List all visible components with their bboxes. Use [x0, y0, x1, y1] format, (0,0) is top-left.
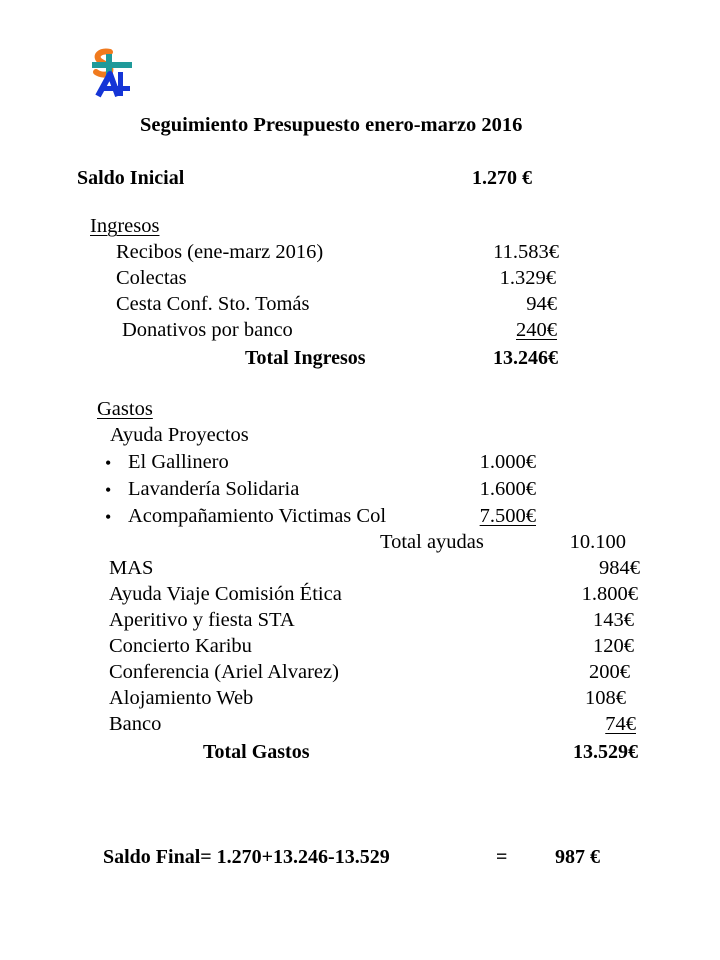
- page-title: Seguimiento Presupuesto enero-marzo 2016: [140, 114, 523, 136]
- ingresos-item-label: Recibos (ene-marz 2016): [116, 241, 324, 263]
- ayuda-item-value: 1.600€: [479, 478, 536, 500]
- ayuda-item-label: Acompañamiento Victimas Col: [128, 505, 387, 527]
- total-ingresos-value: 13.246€: [493, 347, 558, 369]
- total-ayudas-value: 10.100: [569, 531, 626, 553]
- sta-logo-icon: [88, 48, 142, 102]
- ingresos-item-value: 11.583€: [493, 241, 559, 263]
- total-gastos-value: 13.529€: [573, 741, 638, 763]
- ingresos-item-label: Cesta Conf. Sto. Tomás: [116, 293, 310, 315]
- bullet-icon: •: [105, 480, 112, 500]
- gastos-item-label: Ayuda Viaje Comisión Ética: [109, 583, 342, 605]
- ayuda-item-label: El Gallinero: [128, 451, 229, 473]
- ayuda-item-value: 1.000€: [479, 451, 536, 473]
- gastos-item-value: 200€: [589, 661, 630, 683]
- sta-logo: [88, 48, 142, 102]
- gastos-item-label: Concierto Karibu: [109, 635, 252, 657]
- gastos-item-value: 108€: [585, 687, 626, 709]
- ingresos-item-value: 94€: [526, 293, 557, 315]
- gastos-item-value: 120€: [593, 635, 634, 657]
- saldo-final-label: Saldo Final= 1.270+13.246-13.529: [103, 846, 390, 868]
- saldo-final-equals: =: [496, 846, 508, 868]
- bullet-icon: •: [105, 507, 112, 527]
- ingresos-item-value: 240€: [516, 319, 557, 341]
- gastos-item-value: 1.800€: [581, 583, 638, 605]
- ayuda-proyectos-heading: Ayuda Proyectos: [110, 424, 249, 446]
- gastos-item-label: Aperitivo y fiesta STA: [109, 609, 295, 631]
- gastos-item-label: Banco: [109, 713, 162, 735]
- ingresos-item-label: Colectas: [116, 267, 187, 289]
- saldo-inicial-value: 1.270 €: [472, 167, 532, 189]
- ayuda-item-label: Lavandería Solidaria: [128, 478, 300, 500]
- total-ingresos-label: Total Ingresos: [245, 347, 366, 369]
- total-ayudas-label: Total ayudas: [380, 531, 484, 553]
- gastos-item-label: Conferencia (Ariel Alvarez): [109, 661, 339, 683]
- gastos-item-value: 74€: [605, 713, 636, 735]
- gastos-item-value: 984€: [599, 557, 640, 579]
- bullet-icon: •: [105, 453, 112, 473]
- saldo-final-value: 987 €: [555, 846, 600, 868]
- gastos-heading: Gastos: [97, 398, 153, 420]
- ingresos-item-label: Donativos por banco: [122, 319, 293, 341]
- gastos-item-label: MAS: [109, 557, 154, 579]
- gastos-item-label: Alojamiento Web: [109, 687, 254, 709]
- total-gastos-label: Total Gastos: [203, 741, 310, 763]
- ingresos-heading: Ingresos: [90, 215, 160, 237]
- ingresos-item-value: 1.329€: [499, 267, 556, 289]
- ayuda-item-value: 7.500€: [479, 505, 536, 527]
- saldo-inicial-label: Saldo Inicial: [77, 167, 185, 189]
- gastos-item-value: 143€: [593, 609, 634, 631]
